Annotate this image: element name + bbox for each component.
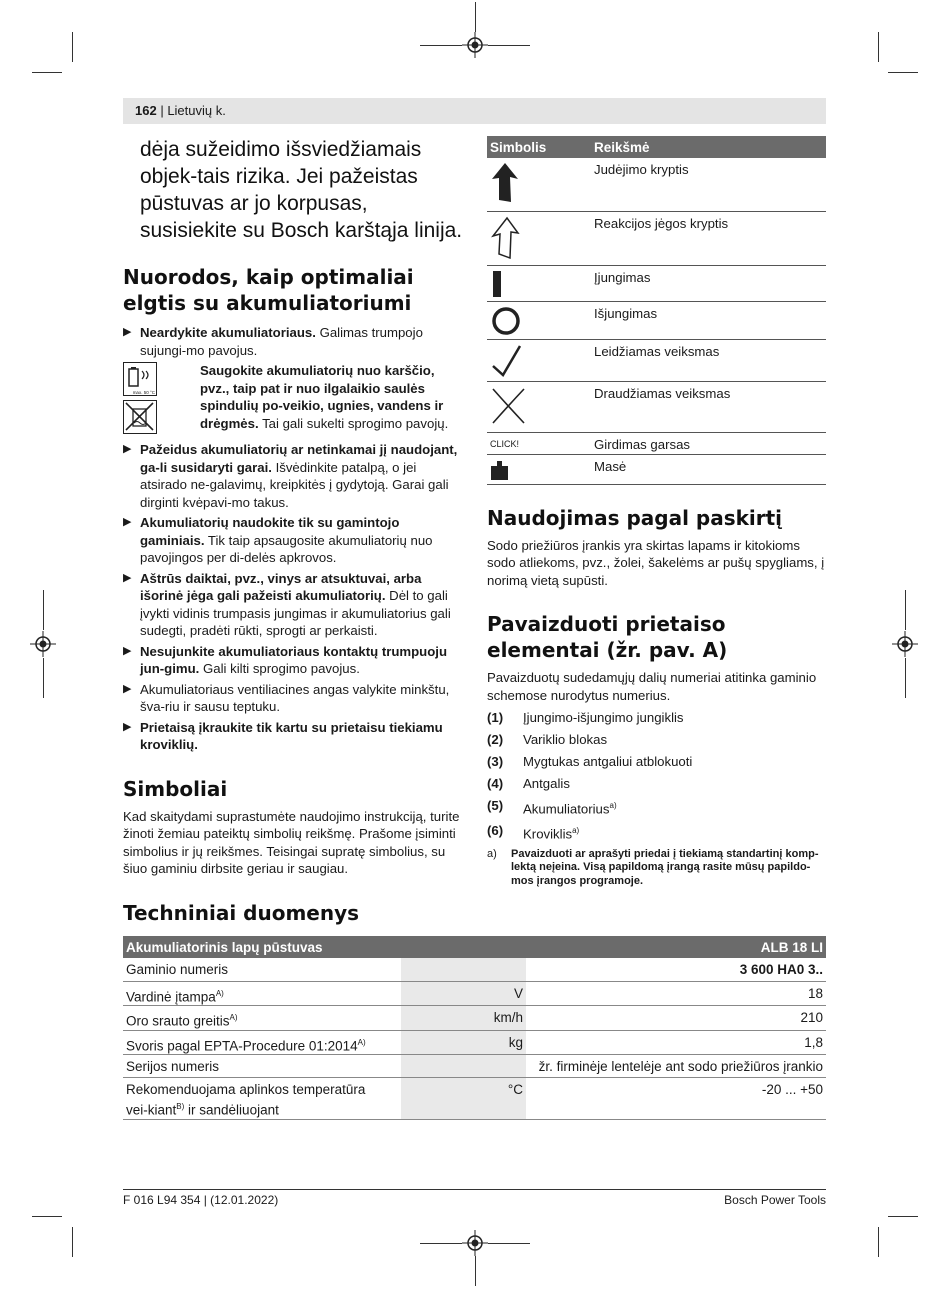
crop-mark (32, 72, 62, 73)
table-row (487, 301, 826, 339)
tech-unit: V (401, 981, 526, 1006)
warning-bold: Saugokite akumuliatorių nuo karščio, pvz., taip pat ir nuo ilgalaikio saulės spindulių po-veikio, ugnies, vandens ir drėgmės. (200, 363, 444, 431)
list-item (487, 731, 826, 749)
bullet-bold: Pažeidus akumuliatorių ar netinkamai jį naudojant, ga-li susidaryti garai. (140, 442, 458, 475)
list-item (487, 709, 826, 727)
registration-mark-icon (892, 631, 918, 657)
item-label: Variklio blokas (523, 732, 608, 747)
crop-mark (488, 45, 530, 46)
item-label: Kroviklis (523, 826, 573, 842)
bullet-text: Išvėdinkite patalpą, o jei atsirado ne-galavimų, kreipkitės į gydytoją. Garai gali dirginti kvėpavi-mo takus. (140, 459, 449, 510)
item-number: (3) (487, 754, 504, 769)
crop-mark (488, 1243, 530, 1244)
tech-unit: kg (401, 1030, 526, 1055)
symbol-meaning: Reakcijos jėgos kryptis (591, 211, 826, 265)
item-number: (5) (487, 798, 504, 813)
symbols-section-title: Simboliai (123, 776, 228, 801)
item-label: Antgalis (523, 776, 570, 791)
tech-head-label: Akumuliatorinis lapų pūstuvas (123, 936, 526, 958)
symbols-paragraph: Kad skaitydami suprastumėte naudojimo instrukciją, turite žinoti žemiau pateiktų simbolių reikšmę. Prašome įsiminti simbolius ir jų reikšmes. Teisingai supratę simbolius, su šiuo gaminiu dirbsite geriau ir saugiau. (123, 808, 460, 876)
right-column (487, 136, 826, 888)
item-label: Įjungimo-išjungimo jungiklis (523, 710, 684, 725)
symbol-meaning: Išjungimas (591, 301, 826, 339)
page-number: 162 (135, 103, 157, 118)
bullet-text: Tik taip apsaugosite akumuliatorių nuo pavojingos per di-delės apkrovos. (140, 532, 433, 565)
list-item (123, 514, 463, 567)
crop-mark (32, 1216, 62, 1217)
symbol-meaning: Draudžiamas veiksmas (591, 381, 826, 432)
crop-mark (905, 658, 906, 698)
bullet-triangle-icon: ▶ (123, 326, 132, 338)
symbol-meaning: Girdimas garsas (591, 432, 826, 454)
heat-warning-block (123, 362, 463, 438)
bullet-triangle-icon: ▶ (123, 720, 132, 733)
bullet-text: Gali kilti sprogimo pavojus. (199, 661, 360, 676)
bullet-triangle-icon: ▶ (123, 571, 132, 584)
table-row (487, 432, 826, 454)
tech-value: -20 ... +50 (526, 1078, 826, 1120)
crop-mark (420, 1243, 462, 1244)
tech-value: 1,8 (526, 1030, 826, 1055)
list-item (123, 324, 463, 359)
table-row (123, 1006, 826, 1031)
table-row (123, 981, 826, 1006)
tech-unit (401, 1055, 526, 1078)
list-item (123, 441, 463, 511)
table-row (487, 454, 826, 484)
tech-label: Vardinė įtampa (126, 989, 216, 1004)
registration-mark-icon (30, 631, 56, 657)
list-item (123, 719, 463, 754)
crop-mark (905, 590, 906, 630)
table-row (487, 265, 826, 301)
item-number: (1) (487, 710, 504, 725)
tech-label: Serijos numeris (123, 1055, 401, 1078)
item-number: (6) (487, 823, 504, 839)
item-label: Mygtukas antgaliui atblokuoti (523, 754, 693, 769)
tech-section-title: Techniniai duomenys (123, 901, 360, 925)
registration-mark-icon (462, 32, 488, 58)
components-title: Pavaizduoti prietaiso elementai (žr. pav. A) (487, 612, 728, 662)
symbol-meaning: Įjungimas (591, 265, 826, 301)
crop-mark (888, 72, 918, 73)
table-row (487, 381, 826, 432)
bullet-text: Dėl to gali įvykti vidinis trumpasis jungimas ir akumuliatorius gali sudegti, pradėti rūkti, sprogti ar perkaisti. (140, 588, 451, 638)
footnote-ref: a) (609, 801, 617, 810)
footer-brand: Bosch Power Tools (724, 1193, 826, 1207)
off-circle-icon (490, 306, 522, 336)
table-row (123, 1078, 826, 1120)
list-item (123, 570, 463, 640)
tech-value: 18 (526, 981, 826, 1006)
battery-no-fire-water-icon (123, 400, 157, 434)
bullet-bold: Neardykite akumuliatoriaus. (140, 325, 316, 340)
list-item (487, 822, 826, 843)
tech-label: Svoris pagal EPTA-Procedure 01:2014 (126, 1038, 358, 1053)
checkmark-icon (490, 344, 524, 378)
crop-mark (72, 32, 73, 62)
page-header: 162 | Lietuvių k. (123, 98, 826, 124)
tech-value: 3 600 HA0 3.. (526, 958, 826, 981)
footnote-mark: a) (487, 847, 497, 860)
tech-label-suffix: ir sandėliuojant (184, 1102, 279, 1118)
crop-mark (888, 1216, 918, 1217)
list-item (123, 643, 463, 678)
language-label: Lietuvių k. (167, 103, 226, 118)
footnote-ref: a) (572, 826, 580, 836)
list-item (487, 775, 826, 793)
crop-mark (475, 1256, 476, 1286)
tech-label: Gaminio numeris (123, 958, 401, 981)
bullet-triangle-icon: ▶ (123, 443, 132, 455)
symbol-meaning: Masė (591, 454, 826, 484)
item-number: (2) (487, 732, 504, 747)
item-number: (4) (487, 776, 504, 791)
table-row (123, 958, 826, 981)
registration-mark-icon (462, 1230, 488, 1256)
list-item (123, 681, 463, 716)
crop-mark (72, 1227, 73, 1257)
column-header-symbol: Simbolis (487, 136, 591, 158)
cross-icon (490, 386, 526, 426)
crop-mark (878, 1227, 879, 1257)
warning-text: Tai gali sukelti sprogimo pavojų. (258, 415, 449, 431)
column-header-meaning: Reikšmė (591, 136, 826, 158)
crop-mark (420, 45, 462, 46)
tech-label: Oro srauto greitis (126, 1013, 230, 1029)
tech-unit: km/h (401, 1006, 526, 1031)
footnote-ref: A) (215, 988, 224, 998)
battery-heat-icon (123, 362, 157, 396)
intended-use-title: Naudojimas pagal paskirtį (487, 505, 783, 530)
components-list (487, 709, 826, 843)
tech-value: 210 (526, 1006, 826, 1031)
tech-head-model: ALB 18 LI (526, 936, 826, 958)
footnote-ref: B) (176, 1102, 185, 1111)
tech-unit: °C (401, 1078, 526, 1120)
crop-mark (43, 658, 44, 698)
bullet-bold: Aštrūs daiktai, pvz., vinys ar atsuktuvai, arba išorinė jėga gali pažeisti akumuliatorių. (140, 570, 422, 603)
tech-label: Rekomenduojama aplinkos temperatūra vei-kiant (126, 1082, 366, 1118)
crop-mark (43, 590, 44, 630)
crop-mark (878, 32, 879, 62)
table-row (487, 158, 826, 211)
bullet-triangle-icon: ▶ (123, 644, 132, 657)
list-item (487, 797, 826, 818)
battery-section-title: Nuorodos, kaip optimaliai elgtis su akumuliatoriumi (123, 265, 414, 315)
list-item (487, 753, 826, 771)
weight-icon (490, 459, 510, 481)
tech-table (123, 936, 826, 1120)
footer-doc-id: F 016 L94 354 | (12.01.2022) (123, 1193, 279, 1207)
page-footer (123, 1189, 826, 1207)
symbol-meaning: Judėjimo kryptis (591, 158, 826, 211)
symbol-meaning: Leidžiamas veiksmas (591, 339, 826, 381)
bullet-bold: Akumuliatorių naudokite tik su gamintojo gaminiais. (140, 515, 400, 548)
crop-mark (475, 2, 476, 32)
table-row (487, 211, 826, 265)
bullet-bold: Prietaisą įkraukite tik kartu su prietaisu tiekiamu kroviklių. (140, 719, 443, 752)
tech-value: žr. firminėje lentelėje ant sodo priežiūros įrankio (526, 1055, 826, 1078)
left-column (123, 136, 463, 878)
on-bar-icon (490, 270, 504, 298)
bullet-text: Akumuliatoriaus ventiliacines angas valykite minkštu, šva-riu ir sausu teptuku. (140, 681, 450, 714)
bullet-text: Galimas trumpojo sujungi-mo pavojus. (140, 325, 423, 358)
intended-use-paragraph: Sodo priežiūros įrankis yra skirtas lapams ir kitokioms sodo atliekoms, pvz., žolei, šakelėms ar pušų spygliams, į norimą vietą supūsti. (487, 537, 825, 588)
table-row (487, 339, 826, 381)
symbols-table (487, 136, 826, 485)
bullet-bold: Nesujunkite akumuliatoriaus kontaktų trumpuoju jun-gimu. (140, 643, 448, 676)
footnote (487, 848, 826, 889)
footnote-text: Pavaizduoti ar aprašyti priedai į tiekiamą standartinį komp-lektą neįeina. Visą papildomą įrangą rasite mūsų papildo-mos įrangos programoje. (511, 847, 819, 887)
components-paragraph: Pavaizduotų sudedamųjų dalių numeriai atitinka gaminio schemose nurodytus numerius. (487, 670, 817, 703)
table-row (123, 1030, 826, 1055)
temperature-label: max. 50 °C (132, 390, 155, 395)
bullet-triangle-icon: ▶ (123, 516, 132, 528)
footnote-ref: A) (357, 1037, 366, 1047)
footnote-ref: A) (229, 1013, 238, 1022)
intro-paragraph: dėja sužeidimo išsviedžiamais objek-tais rizika. Jei pažeistas pūstuvas ar jo korpusas, susisiekite su Bosch karštąja linija. (140, 138, 463, 242)
item-label: Akumuliatorius (523, 801, 610, 817)
bullet-triangle-icon: ▶ (123, 682, 132, 695)
click-label: CLICK! (487, 432, 591, 454)
table-row (123, 1055, 826, 1078)
filled-arrow-up-icon (490, 162, 520, 204)
tech-unit (401, 958, 526, 981)
outline-arrow-up-icon (490, 216, 520, 260)
